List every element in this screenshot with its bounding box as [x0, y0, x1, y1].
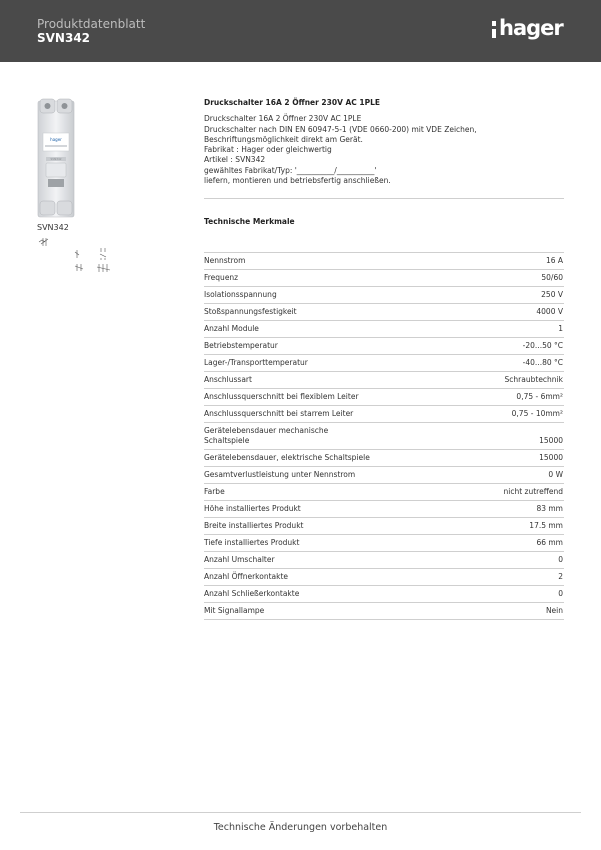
description-line: Artikel : SVN342 [204, 155, 266, 165]
table-row [204, 552, 564, 569]
spec-value: 66 mm [536, 538, 563, 547]
spec-label: Tiefe installiertes Produkt [204, 538, 300, 547]
description-line: Druckschalter nach DIN EN 60947-5-1 (VDE 0660-200) mit VDE Zeichen, [204, 124, 477, 134]
description-line: Beschriftungsmöglichkeit direkt am Gerät. [204, 134, 363, 144]
spec-value: 50/60 [541, 273, 563, 282]
spec-label: Stoßspannungsfestigkeit [204, 307, 297, 316]
circuit-symbols-icon [37, 236, 117, 276]
table-row [204, 467, 564, 484]
spec-value: Nein [545, 606, 563, 615]
table-row [204, 389, 564, 406]
spec-label: Isolationsspannung [204, 290, 277, 299]
spec-value: 0 [558, 555, 563, 564]
hager-logo-text: hager [499, 16, 563, 40]
spec-label: Lager-/Transporttemperatur [204, 358, 308, 367]
spec-label: Anzahl Öffnerkontakte [204, 572, 289, 581]
spec-value: 15000 [539, 436, 563, 445]
spec-value: 2 [558, 572, 563, 581]
spec-label: Gerätelebensdauer mechanische Schaltspiele [204, 426, 329, 445]
header-bar [0, 0, 601, 62]
table-row [204, 518, 564, 535]
table-row [204, 484, 564, 501]
spec-value: 0 W [548, 470, 563, 479]
description-line: Fabrikat : Hager oder gleichwertig [204, 145, 332, 155]
spec-label: Anzahl Schließerkontakte [204, 589, 300, 598]
spec-value: 17.5 mm [529, 521, 563, 530]
product-code-label: SVN342 [37, 223, 69, 232]
spec-value: 0 [558, 589, 563, 598]
svg-text:hager: hager [50, 137, 62, 142]
spec-label: Breite installiertes Produkt [204, 521, 304, 530]
product-title: Druckschalter 16A 2 Öffner 230V AC 1PLE [204, 98, 381, 107]
spec-value: 0,75 - 6mm² [516, 392, 563, 401]
document-type: Produktdatenblatt [37, 17, 146, 31]
section-divider [204, 198, 564, 199]
spec-label: Anschlussart [204, 375, 252, 384]
spec-label: Anzahl Module [204, 324, 259, 333]
spec-label: Frequenz [204, 273, 239, 282]
footer-divider [20, 812, 581, 813]
hager-logo [492, 17, 563, 43]
table-row [204, 406, 564, 423]
table-row [204, 501, 564, 518]
table-row [204, 270, 564, 287]
table-row [204, 372, 564, 389]
spec-label: Anzahl Umschalter [204, 555, 275, 564]
table-row [204, 423, 564, 450]
table-row [204, 338, 564, 355]
table-row [204, 586, 564, 603]
spec-value: 250 V [541, 290, 563, 299]
table-row [204, 355, 564, 372]
spec-label: Mit Signallampe [204, 606, 265, 615]
table-row [204, 450, 564, 467]
spec-value: 83 mm [536, 504, 563, 513]
table-row [204, 603, 564, 620]
document-code: SVN342 [37, 31, 91, 45]
spec-value: Schraubtechnik [504, 375, 563, 384]
spec-value: 1 [558, 324, 563, 333]
table-row [204, 535, 564, 552]
spec-table [204, 252, 564, 620]
spec-label: Gerätelebensdauer, elektrische Schaltspiele [204, 453, 370, 462]
spec-label: Nennstrom [204, 256, 246, 265]
spec-label: Anschlussquerschnitt bei starrem Leiter [204, 409, 354, 418]
table-row [204, 321, 564, 338]
spec-value: 15000 [539, 453, 563, 462]
spec-value: -20...50 °C [522, 341, 563, 350]
table-row [204, 569, 564, 586]
product-description [204, 98, 564, 186]
spec-value: nicht zutreffend [503, 487, 563, 496]
svg-text:SVN342: SVN342 [50, 156, 62, 161]
spec-value: 4000 V [536, 307, 563, 316]
spec-value: -40...80 °C [522, 358, 563, 367]
hager-logo-mark-icon [492, 21, 496, 38]
table-row [204, 287, 564, 304]
footer-note: Technische Änderungen vorbehalten [213, 822, 388, 833]
tech-section-title: Technische Merkmale [204, 217, 295, 226]
description-line: gewähltes Fabrikat/Typ: '__________/__________' [204, 165, 377, 175]
spec-label: Farbe [204, 487, 225, 496]
description-line: Druckschalter 16A 2 Öffner 230V AC 1PLE [204, 114, 362, 124]
product-image [36, 97, 76, 219]
spec-label: Anschlussquerschnitt bei flexiblem Leiter [204, 392, 359, 401]
spec-label: Betriebstemperatur [204, 341, 278, 350]
spec-label: Höhe installiertes Produkt [204, 504, 301, 513]
table-row [204, 253, 564, 270]
table-row [204, 304, 564, 321]
spec-value: 0,75 - 10mm² [511, 409, 563, 418]
description-line: liefern, montieren und betriebsfertig anschließen. [204, 176, 391, 186]
spec-label: Gesamtverlustleistung unter Nennstrom [204, 470, 356, 479]
spec-value: 16 A [545, 256, 563, 265]
